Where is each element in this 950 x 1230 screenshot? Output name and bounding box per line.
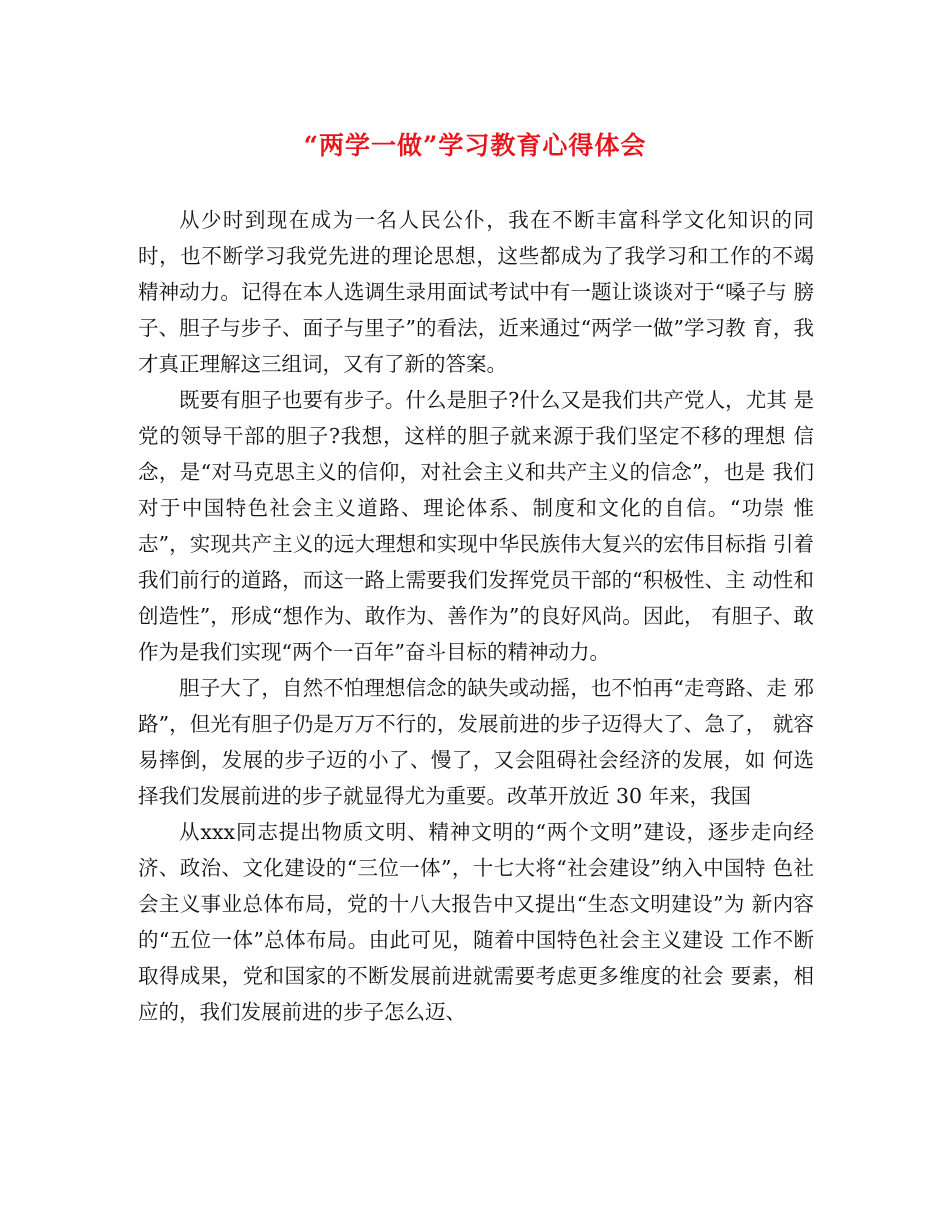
document-body [138, 202, 814, 1030]
paragraph-3: 胆子大了，自然不怕理想信念的缺失或动摇，也不怕再“走弯路、走 邪路”，但光有胆子仍是万万不行的，发展前进的步子迈得大了、急了， 就容易摔倒，发展的步子迈的小了、慢了，又会阻碍社会经济的发展，如 何选择我们发展前进的步子就显得尤为重要。改革开放近 30 年来，我国 [138, 676, 814, 808]
paragraph-1: 从少时到现在成为一名人民公仆，我在不断丰富科学文化知识的同时，也不断学习我党先进的理论思想，这些都成为了我学习和工作的不竭 精神动力。记得在本人选调生录用面试考试中有一题让谈谈对于“嗓子与 膀子、胆子与步子、面子与里子”的看法，近来通过“两学一做”学习教 育，我才真正理解这三组词，又有了新的答案。 [138, 208, 814, 376]
document-title: “两学一做”学习教育心得体会 [303, 131, 647, 160]
paragraph-4: 从xxx同志提出物质文明、精神文明的“两个文明”建设，逐步走向经 济、政治、文化建设的“三位一体”，十七大将“社会建设”纳入中国特 色社会主义事业总体布局，党的十八大报告中又提出“生态文明建设”为 新内容的“五位一体”总体布局。由此可见，随着中国特色社会主义建设 工作不断取得成果，党和国家的不断发展前进就需要考虑更多维度的社会 要素，相应的，我们发展前进的步子怎么迈、 [138, 820, 814, 1024]
paragraph-2: 既要有胆子也要有步子。什么是胆子?什么又是我们共产党人，尤其 是党的领导干部的胆子?我想，这样的胆子就来源于我们坚定不移的理想 信念，是“对马克思主义的信仰，对社会主义和共产主义的信念”，也是 我们对于中国特色社会主义道路、理论体系、制度和文化的自信。“功崇 惟志”，实现共产主义的远大理想和实现中华民族伟大复兴的宏伟目标指 引着我们前行的道路，而这一路上需要我们发挥党员干部的“积极性、主 动性和创造性”，形成“想作为、敢作为、善作为”的良好风尚。因此， 有胆子、敢作为是我们实现“两个一百年”奋斗目标的精神动力。 [138, 388, 814, 664]
